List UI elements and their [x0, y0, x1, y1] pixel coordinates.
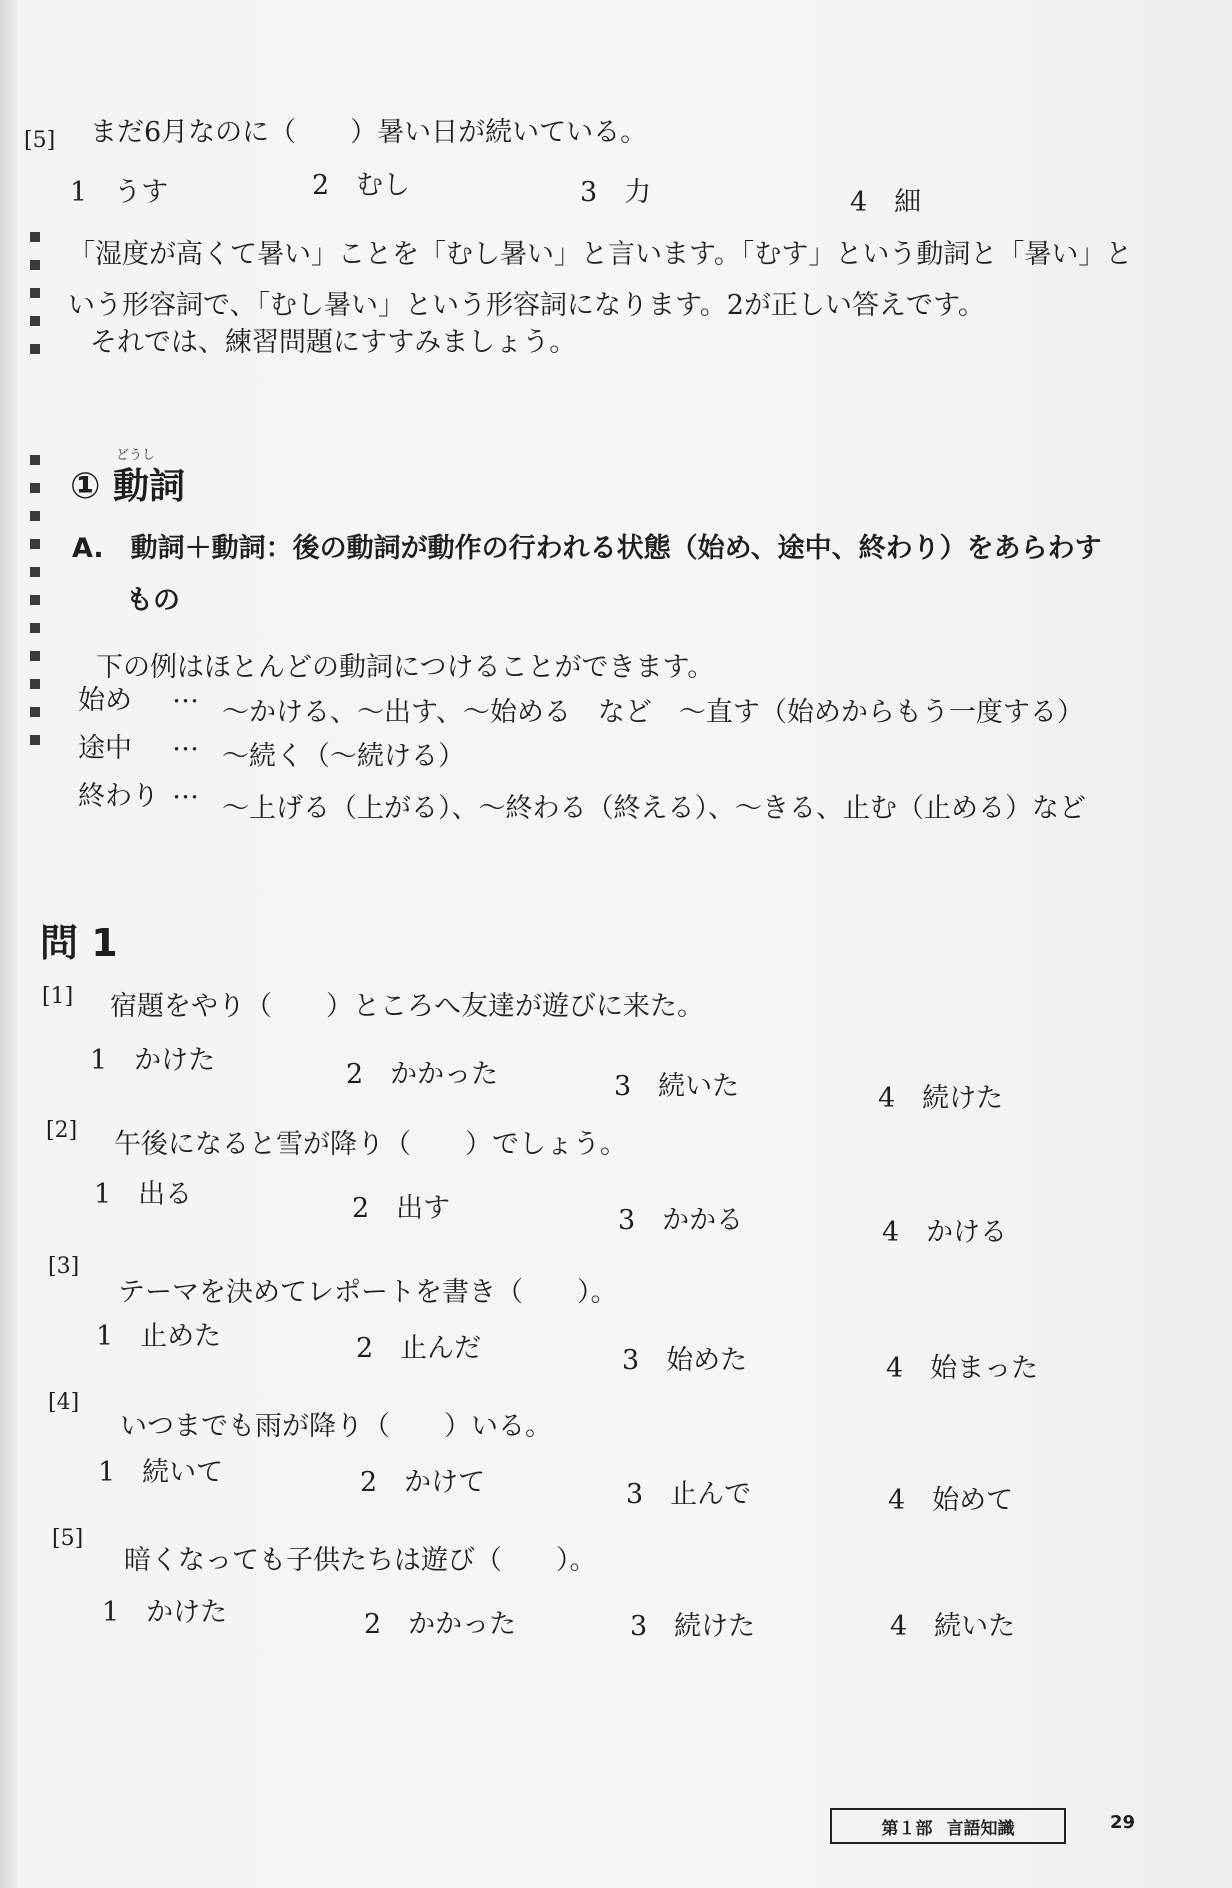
section-bullets [30, 455, 44, 763]
intro-question-text: まだ6月なのに（ ）暑い日が続いている。 [90, 117, 648, 148]
footer-chapter-box [830, 1808, 1066, 1844]
answer-option[interactable]: 1 かけた [102, 1597, 228, 1628]
bullet-marker [30, 735, 40, 745]
example-row-dots: … [172, 726, 199, 757]
bullet-marker [30, 344, 40, 354]
example-row-dots: … [172, 774, 199, 805]
page-number: 29 [1110, 1812, 1136, 1833]
intro-option-4: 4 細 [850, 187, 922, 218]
answer-option[interactable]: 1 かけた [90, 1045, 216, 1076]
example-row-label: 途中 [78, 733, 132, 764]
footer-part-label: 第１部 [881, 1818, 933, 1839]
answer-option[interactable]: 4 かける [882, 1217, 1008, 1248]
answer-option[interactable]: 2 止んだ [356, 1333, 482, 1364]
bullet-marker [30, 679, 40, 689]
question-text: いつまでも雨が降り（ ）いる。 [120, 1411, 552, 1442]
answer-option[interactable]: 3 続いた [614, 1071, 740, 1102]
bullet-marker [30, 567, 40, 577]
intro-option-3: 3 力 [580, 177, 652, 208]
section-title: ① 動詞 [70, 466, 186, 507]
answer-option[interactable]: 3 止んで [626, 1479, 752, 1510]
subsection-a-line-1: A. 動詞＋動詞：後の動詞が動作の行われる状態（始め、途中、終わり）をあらわす [72, 533, 1102, 564]
example-row-label: 終わり [78, 781, 159, 812]
answer-option[interactable]: 4 始めて [888, 1485, 1014, 1516]
answer-option[interactable]: 3 続けた [630, 1611, 756, 1642]
answer-option[interactable]: 1 止めた [96, 1321, 222, 1352]
answer-option[interactable]: 1 続いて [98, 1457, 224, 1488]
bullet-marker [30, 232, 40, 242]
bullet-marker [30, 260, 40, 270]
answer-option[interactable]: 2 出す [352, 1193, 451, 1224]
bullet-marker [30, 707, 40, 717]
bullet-marker [30, 539, 40, 549]
exercise-title: 問 1 [40, 921, 118, 965]
question-text: 午後になると雪が降り（ ）でしょう。 [114, 1129, 627, 1160]
example-row-dots: … [172, 678, 199, 709]
example-row-content: ～かける、～出す、～始める など ～直す（始めからもう一度する） [222, 697, 1084, 728]
bullet-marker [30, 455, 40, 465]
question-number: [1] [42, 984, 74, 1009]
bullet-marker [30, 483, 40, 493]
question-text: テーマを決めてレポートを書き（ ）。 [118, 1277, 618, 1308]
bullet-marker [30, 595, 40, 605]
answer-option[interactable]: 2 かかった [364, 1609, 517, 1640]
page-spine-shadow [0, 0, 18, 1888]
answer-option[interactable]: 2 かかった [346, 1059, 499, 1090]
bullet-marker [30, 651, 40, 661]
example-row-label: 始め [78, 685, 132, 716]
example-row-content: ～続く（～続ける） [222, 741, 465, 772]
example-row-content: ～上げる（上がる）、～終わる（終える）、～きる、止む（止める）など [222, 793, 1086, 824]
bullet-marker [30, 511, 40, 521]
subsection-a-line-2: もの [126, 585, 180, 616]
bullet-marker [30, 316, 40, 326]
answer-option[interactable]: 2 かけて [360, 1467, 486, 1498]
answer-option[interactable]: 4 始まった [886, 1353, 1039, 1384]
example-intro: 下の例はほとんどの動詞につけることができます。 [96, 652, 715, 683]
answer-option[interactable]: 3 始めた [622, 1345, 748, 1376]
explanation-line-1: 「湿度が高くて暑い」ことを「むし暑い」と言います。「むす」という動詞と「暑い」と [68, 239, 1133, 270]
question-number: [4] [48, 1390, 80, 1415]
intro-bullets [30, 232, 44, 372]
bullet-marker [30, 623, 40, 633]
answer-option[interactable]: 3 かかる [618, 1205, 744, 1236]
footer-category-label: 言語知識 [946, 1818, 1015, 1839]
intro-option-2: 2 むし [312, 170, 411, 201]
question-number: [2] [46, 1118, 78, 1143]
question-number: [5] [52, 1526, 84, 1551]
section-title-ruby: どうし [116, 448, 156, 463]
answer-option[interactable]: 4 続けた [878, 1083, 1004, 1114]
answer-option[interactable]: 1 出る [94, 1179, 193, 1210]
answer-option[interactable]: 4 続いた [890, 1611, 1016, 1642]
intro-question-number: [5] [24, 128, 56, 153]
explanation-line-2: いう形容詞で、「むし暑い」という形容詞になります。2が正しい答えです。 [68, 290, 985, 321]
explanation-line-3: それでは、練習問題にすすみましょう。 [90, 327, 577, 358]
question-number: [3] [48, 1254, 80, 1279]
question-text: 暗くなっても子供たちは遊び（ ）。 [124, 1545, 597, 1576]
intro-option-1: 1 うす [70, 177, 169, 208]
question-text: 宿題をやり（ ）ところへ友達が遊びに来た。 [110, 991, 704, 1022]
bullet-marker [30, 288, 40, 298]
